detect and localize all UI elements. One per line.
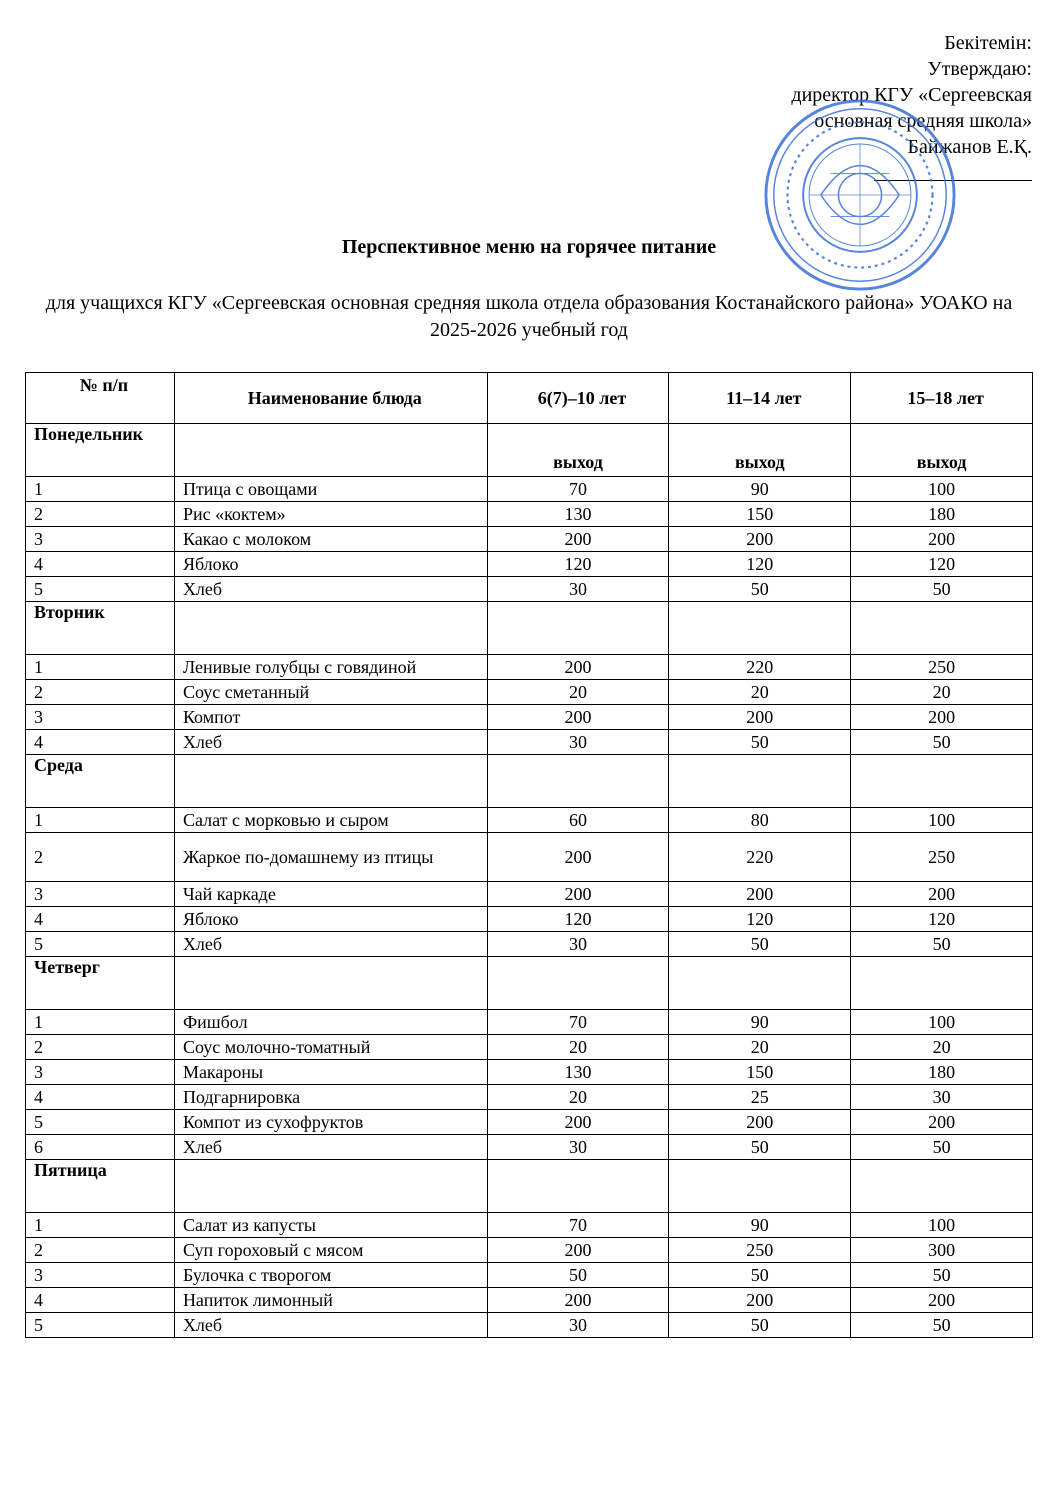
table-row	[26, 907, 1033, 932]
table-row	[26, 1035, 1033, 1060]
yield-11-14: 200	[669, 705, 851, 730]
yield-11-14: 200	[669, 527, 851, 552]
day-empty-cell	[174, 602, 487, 655]
dish-name: Яблоко	[174, 907, 487, 932]
item-number: 1	[26, 1213, 175, 1238]
table-row	[26, 1060, 1033, 1085]
yield-11-14: 20	[669, 680, 851, 705]
day-name: Четверг	[26, 957, 175, 1010]
yield-11-14: 200	[669, 1288, 851, 1313]
day-empty-cell	[174, 755, 487, 808]
item-number: 4	[26, 552, 175, 577]
dish-name: Компот из сухофруктов	[174, 1110, 487, 1135]
approval-signatory: Байжанов Е.Қ.	[907, 136, 1032, 158]
item-number: 5	[26, 577, 175, 602]
yield-label: выход	[669, 424, 851, 477]
yield-15-18: 100	[851, 808, 1033, 833]
table-row	[26, 1288, 1033, 1313]
yield-6-10: 70	[487, 1010, 669, 1035]
item-number: 1	[26, 655, 175, 680]
yield-11-14: 50	[669, 1263, 851, 1288]
item-number: 3	[26, 1263, 175, 1288]
dish-name: Рис «коктем»	[174, 502, 487, 527]
yield-6-10: 130	[487, 502, 669, 527]
yield-15-18: 50	[851, 1313, 1033, 1338]
yield-6-10: 20	[487, 1085, 669, 1110]
yield-15-18: 50	[851, 932, 1033, 957]
yield-11-14: 25	[669, 1085, 851, 1110]
item-number: 2	[26, 1238, 175, 1263]
yield-15-18: 100	[851, 1010, 1033, 1035]
yield-15-18: 50	[851, 730, 1033, 755]
yield-11-14: 120	[669, 907, 851, 932]
dish-name: Макароны	[174, 1060, 487, 1085]
yield-15-18: 250	[851, 655, 1033, 680]
yield-6-10: 200	[487, 705, 669, 730]
yield-11-14: 150	[669, 1060, 851, 1085]
yield-11-14: 200	[669, 1110, 851, 1135]
item-number: 3	[26, 705, 175, 730]
table-row	[26, 1238, 1033, 1263]
yield-15-18: 100	[851, 1213, 1033, 1238]
table-row	[26, 1135, 1033, 1160]
table-row	[26, 527, 1033, 552]
yield-15-18: 20	[851, 1035, 1033, 1060]
yield-6-10: 70	[487, 477, 669, 502]
approval-school: основная средняя школа»	[814, 110, 1032, 132]
yield-15-18: 50	[851, 1135, 1033, 1160]
table-row	[26, 1313, 1033, 1338]
table-row	[26, 502, 1033, 527]
yield-6-10: 50	[487, 1263, 669, 1288]
yield-15-18: 200	[851, 705, 1033, 730]
dish-name: Подгарнировка	[174, 1085, 487, 1110]
yield-6-10: 200	[487, 1238, 669, 1263]
yield-15-18: 200	[851, 527, 1033, 552]
yield-11-14: 120	[669, 552, 851, 577]
table-row	[26, 477, 1033, 502]
table-row	[26, 552, 1033, 577]
approval-position: директор КГУ «Сергеевская	[791, 84, 1032, 106]
yield-11-14: 150	[669, 502, 851, 527]
yield-label	[669, 602, 851, 655]
table-row	[26, 680, 1033, 705]
yield-11-14: 50	[669, 932, 851, 957]
dish-name: Напиток лимонный	[174, 1288, 487, 1313]
yield-15-18: 300	[851, 1238, 1033, 1263]
document-title: Перспективное меню на горячее питание	[341, 236, 717, 258]
day-name: Понедельник	[26, 424, 175, 477]
yield-6-10: 120	[487, 552, 669, 577]
yield-6-10: 30	[487, 1313, 669, 1338]
yield-6-10: 20	[487, 1035, 669, 1060]
item-number: 5	[26, 932, 175, 957]
yield-11-14: 50	[669, 730, 851, 755]
table-header-row	[26, 373, 1033, 424]
yield-6-10: 130	[487, 1060, 669, 1085]
day-row	[26, 602, 1033, 655]
yield-15-18: 120	[851, 552, 1033, 577]
yield-15-18: 100	[851, 477, 1033, 502]
yield-15-18: 180	[851, 1060, 1033, 1085]
item-number: 1	[26, 1010, 175, 1035]
item-number: 4	[26, 730, 175, 755]
header-age-6-10: 6(7)–10 лет	[487, 373, 669, 424]
yield-label	[487, 1160, 669, 1213]
dish-name: Соус сметанный	[174, 680, 487, 705]
yield-6-10: 200	[487, 1110, 669, 1135]
day-row	[26, 755, 1033, 808]
document-subtitle: для учащихся КГУ «Сергеевская основная средняя школа отдела образования Костанайского района» УОАКО на 2025-2026 учебный год	[45, 292, 1013, 341]
yield-11-14: 50	[669, 1313, 851, 1338]
item-number: 3	[26, 1060, 175, 1085]
round-seal-icon	[762, 97, 958, 293]
header-age-15-18: 15–18 лет	[851, 373, 1033, 424]
item-number: 1	[26, 808, 175, 833]
dish-name: Компот	[174, 705, 487, 730]
yield-15-18: 50	[851, 577, 1033, 602]
yield-11-14: 220	[669, 655, 851, 680]
yield-6-10: 120	[487, 907, 669, 932]
dish-name: Салат из капусты	[174, 1213, 487, 1238]
yield-6-10: 200	[487, 527, 669, 552]
yield-label	[487, 602, 669, 655]
table-row	[26, 1085, 1033, 1110]
dish-name: Салат с морковью и сыром	[174, 808, 487, 833]
dish-name: Хлеб	[174, 1313, 487, 1338]
dish-name: Хлеб	[174, 932, 487, 957]
approval-line-ru: Утверждаю:	[927, 58, 1032, 80]
item-number: 6	[26, 1135, 175, 1160]
table-row	[26, 1213, 1033, 1238]
yield-label	[851, 957, 1033, 1010]
dish-name: Яблоко	[174, 552, 487, 577]
yield-15-18: 200	[851, 1110, 1033, 1135]
yield-label	[669, 755, 851, 808]
day-row	[26, 424, 1033, 477]
day-name: Среда	[26, 755, 175, 808]
yield-11-14: 20	[669, 1035, 851, 1060]
yield-11-14: 90	[669, 1213, 851, 1238]
yield-label	[851, 1160, 1033, 1213]
yield-15-18: 200	[851, 882, 1033, 907]
yield-6-10: 30	[487, 932, 669, 957]
approval-line-kz: Бекітемін:	[944, 32, 1032, 54]
item-number: 2	[26, 1035, 175, 1060]
dish-name: Соус молочно-томатный	[174, 1035, 487, 1060]
dish-name: Фишбол	[174, 1010, 487, 1035]
yield-11-14: 80	[669, 808, 851, 833]
dish-name: Булочка с творогом	[174, 1263, 487, 1288]
table-row	[26, 1110, 1033, 1135]
yield-6-10: 30	[487, 577, 669, 602]
yield-label: выход	[487, 424, 669, 477]
item-number: 2	[26, 502, 175, 527]
yield-15-18: 180	[851, 502, 1033, 527]
header-dish: Наименование блюда	[174, 373, 487, 424]
table-row	[26, 882, 1033, 907]
yield-11-14: 50	[669, 577, 851, 602]
table-row	[26, 705, 1033, 730]
day-row	[26, 957, 1033, 1010]
table-row	[26, 808, 1033, 833]
yield-6-10: 60	[487, 808, 669, 833]
yield-label	[487, 957, 669, 1010]
item-number: 3	[26, 527, 175, 552]
yield-label	[487, 755, 669, 808]
yield-6-10: 200	[487, 882, 669, 907]
yield-6-10: 200	[487, 1288, 669, 1313]
header-age-11-14: 11–14 лет	[669, 373, 851, 424]
yield-label	[851, 755, 1033, 808]
table-row	[26, 655, 1033, 680]
yield-label	[669, 1160, 851, 1213]
day-row	[26, 1160, 1033, 1213]
dish-name: Жаркое по-домашнему из птицы	[174, 833, 487, 882]
dish-name: Хлеб	[174, 730, 487, 755]
dish-name: Чай каркаде	[174, 882, 487, 907]
yield-11-14: 90	[669, 477, 851, 502]
item-number: 4	[26, 1288, 175, 1313]
yield-11-14: 50	[669, 1135, 851, 1160]
yield-15-18: 200	[851, 1288, 1033, 1313]
menu-table	[25, 372, 1033, 1338]
item-number: 1	[26, 477, 175, 502]
item-number: 4	[26, 907, 175, 932]
day-name: Вторник	[26, 602, 175, 655]
yield-15-18: 30	[851, 1085, 1033, 1110]
dish-name: Суп гороховый с мясом	[174, 1238, 487, 1263]
table-row	[26, 1010, 1033, 1035]
table-row	[26, 1263, 1033, 1288]
table-row	[26, 932, 1033, 957]
yield-6-10: 70	[487, 1213, 669, 1238]
item-number: 3	[26, 882, 175, 907]
day-empty-cell	[174, 424, 487, 477]
yield-label	[669, 957, 851, 1010]
yield-15-18: 120	[851, 907, 1033, 932]
item-number: 2	[26, 833, 175, 882]
yield-15-18: 20	[851, 680, 1033, 705]
day-name: Пятница	[26, 1160, 175, 1213]
yield-label	[851, 602, 1033, 655]
yield-6-10: 30	[487, 730, 669, 755]
item-number: 2	[26, 680, 175, 705]
yield-15-18: 50	[851, 1263, 1033, 1288]
item-number: 5	[26, 1110, 175, 1135]
yield-6-10: 20	[487, 680, 669, 705]
table-row	[26, 730, 1033, 755]
item-number: 4	[26, 1085, 175, 1110]
dish-name: Ленивые голубцы с говядиной	[174, 655, 487, 680]
yield-11-14: 250	[669, 1238, 851, 1263]
yield-15-18: 250	[851, 833, 1033, 882]
table-row	[26, 833, 1033, 882]
dish-name: Птица с овощами	[174, 477, 487, 502]
yield-11-14: 90	[669, 1010, 851, 1035]
dish-name: Какао с молоком	[174, 527, 487, 552]
day-empty-cell	[174, 957, 487, 1010]
day-empty-cell	[174, 1160, 487, 1213]
yield-6-10: 200	[487, 655, 669, 680]
dish-name: Хлеб	[174, 1135, 487, 1160]
dish-name: Хлеб	[174, 577, 487, 602]
yield-6-10: 200	[487, 833, 669, 882]
yield-11-14: 200	[669, 882, 851, 907]
yield-11-14: 220	[669, 833, 851, 882]
table-row	[26, 577, 1033, 602]
yield-6-10: 30	[487, 1135, 669, 1160]
item-number: 5	[26, 1313, 175, 1338]
header-number: № п/п	[26, 373, 175, 424]
yield-label: выход	[851, 424, 1033, 477]
